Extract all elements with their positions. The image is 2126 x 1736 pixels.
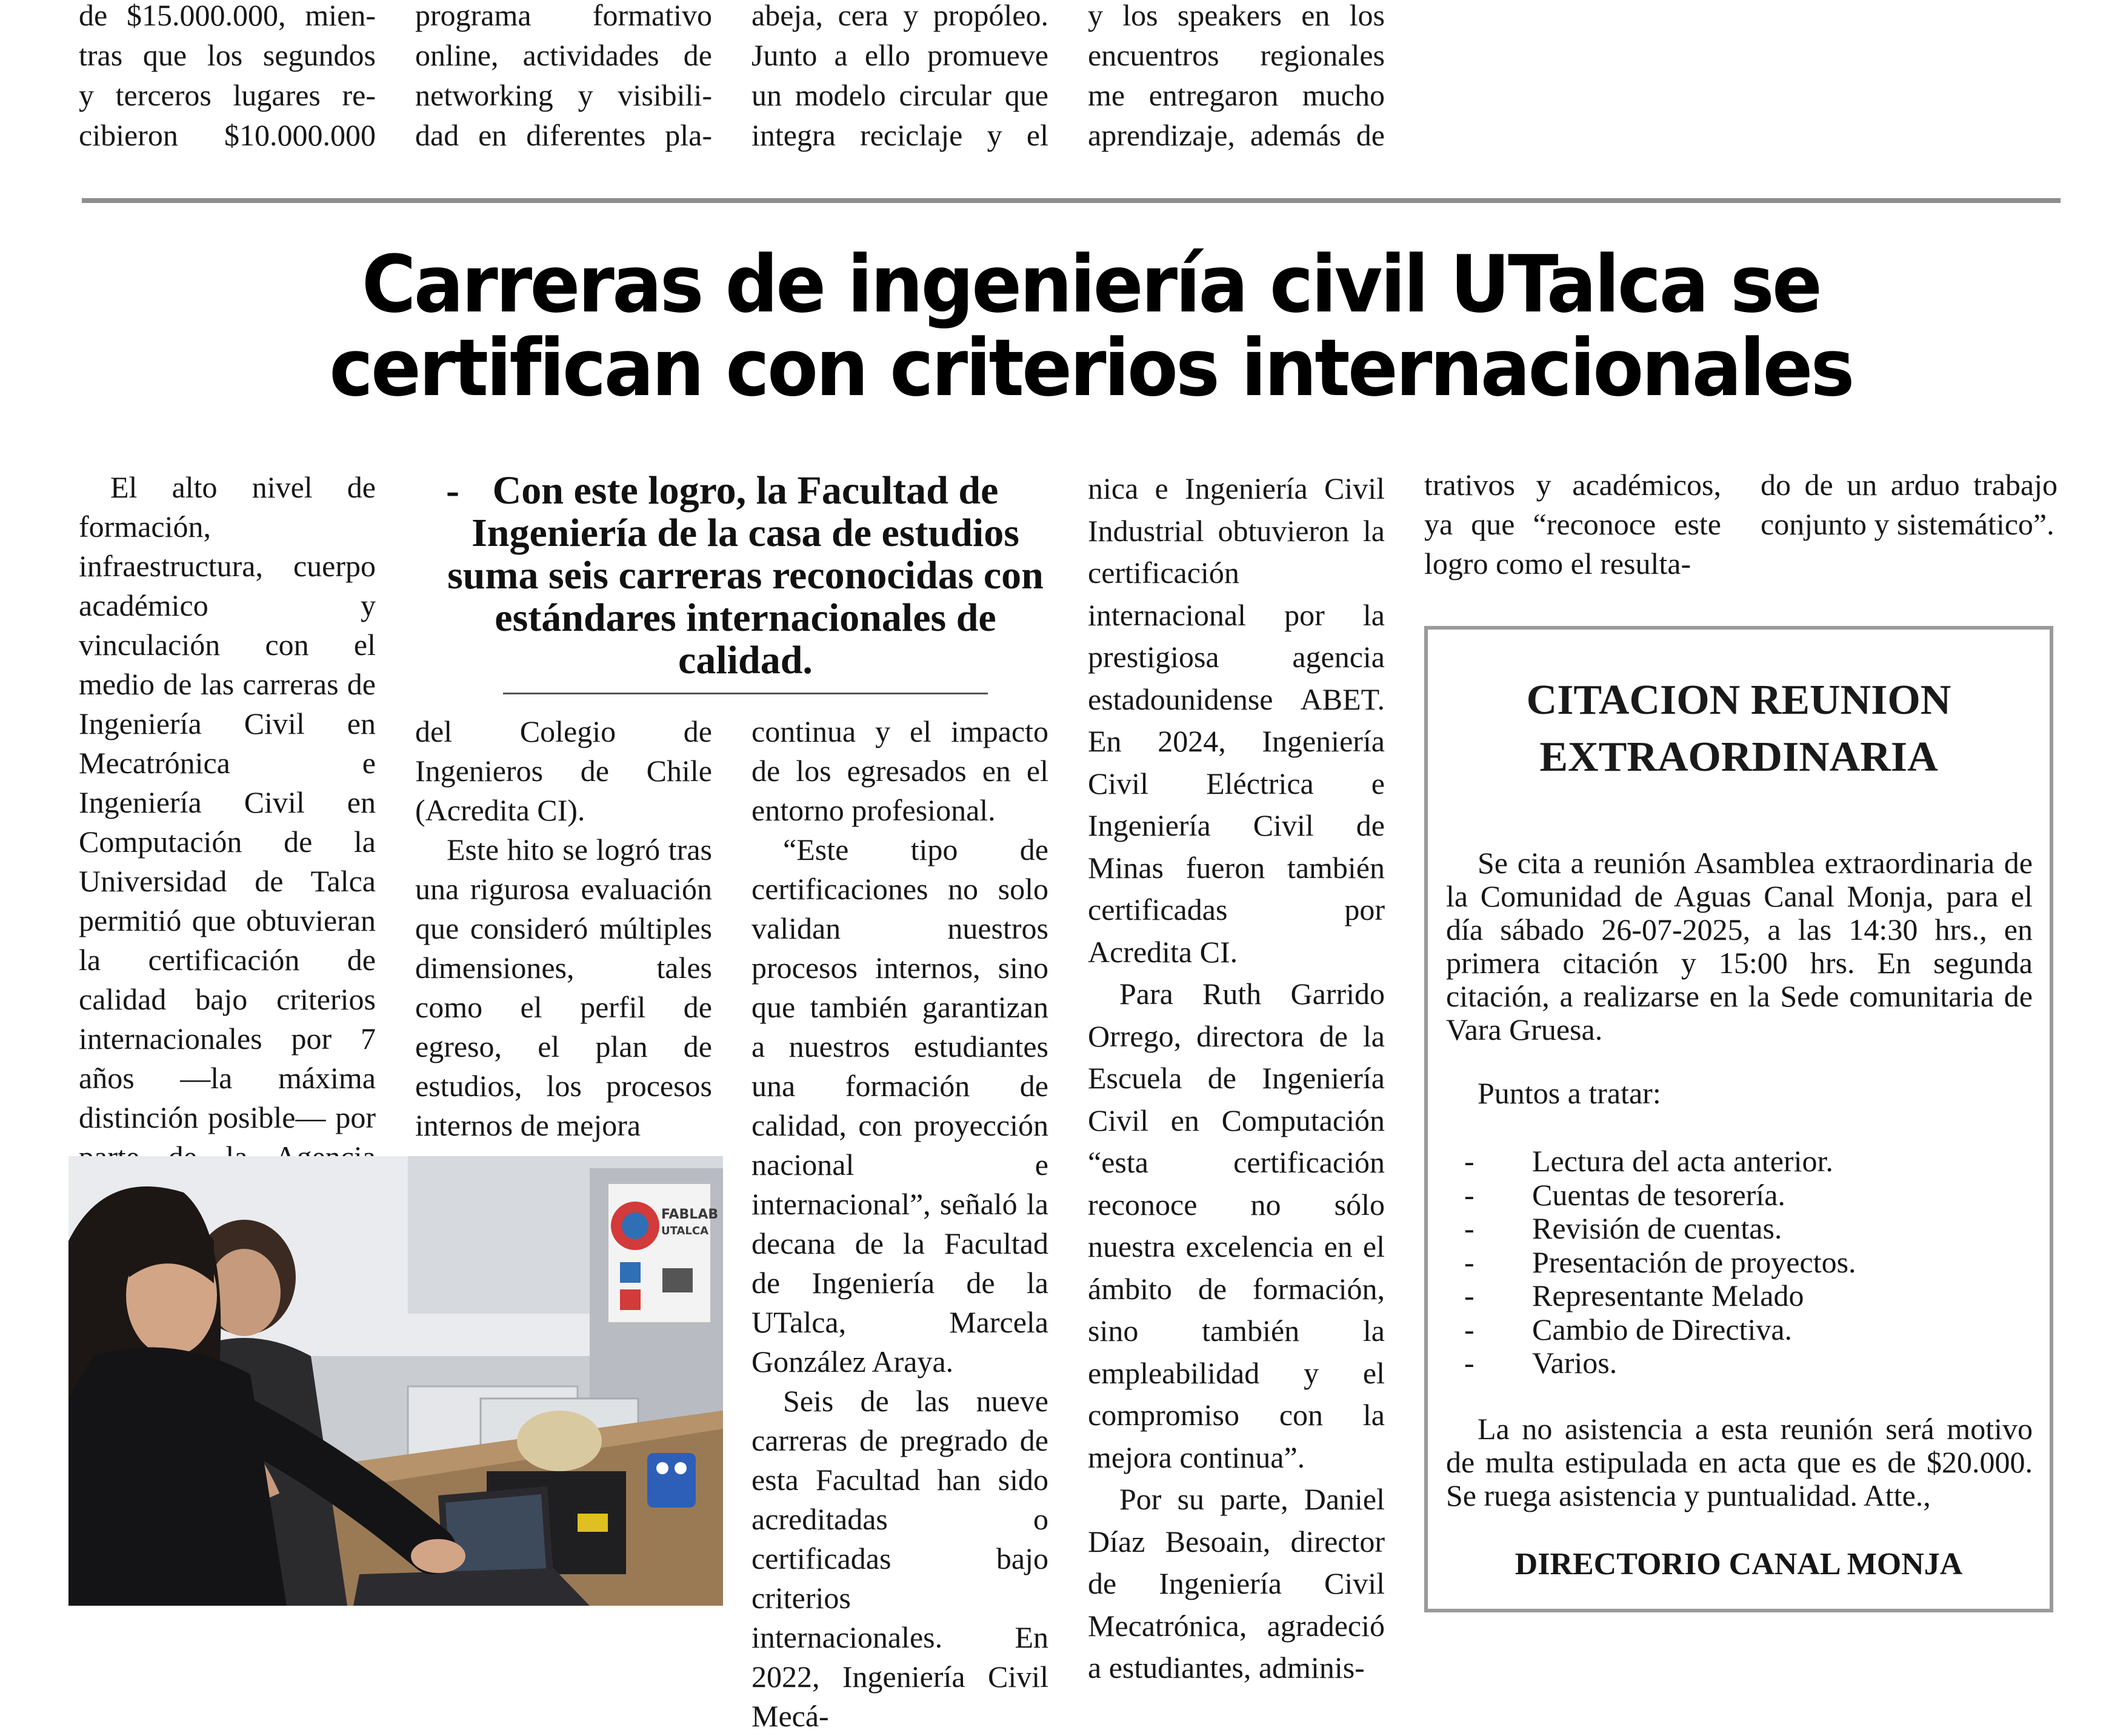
- article-column-3: continua y el impacto de los egresados en el entorno profesional. “Este tipo de certificaciones no solo validan nuestros procesos internos, sino que también garantizan a nuestros estudiantes una formación de calidad, con proyección nacional e internacional”, señaló la decana de la Facultad de Ingeniería de la UTalca, Marcela González Araya. Seis de las nueve carreras de pregrado de esta Facultad han sido acreditadas o certificadas bajo criterios internacionales. En 2022, Ingeniería Civil Mecá-: [751, 714, 1048, 1733]
- prev-article-col-4: y los speakers en los encuentros regionales me entregaron mucho aprendizaje, además de: [1088, 0, 1385, 152]
- notice-points-label: Puntos a tratar:: [1478, 1076, 1661, 1110]
- agenda-item: - Presentación de proyectos.: [1464, 1245, 1856, 1279]
- deck-dash: -: [446, 468, 459, 513]
- article-photo: [68, 1156, 723, 1606]
- notice-signature: DIRECTORIO CANAL MONJA: [1515, 1547, 1963, 1581]
- agenda-item: - Revisión de cuentas.: [1464, 1211, 1782, 1245]
- agenda-item: - Cuentas de tesorería.: [1464, 1177, 1785, 1212]
- section-divider: [82, 198, 2061, 203]
- students-lab-photo: [68, 1156, 723, 1606]
- utalca-sign-text: UTALCA: [661, 1225, 709, 1237]
- notice-title: CITACION REUNION EXTRAORDINARIA: [1526, 677, 1951, 780]
- article-headline: Carreras de ingeniería civil UTalca se certifican con criterios internacionales: [329, 238, 1853, 414]
- article-column-6: do de un arduo trabajo conjunto y sistemático”.: [1761, 468, 2058, 541]
- prev-article-col-3: abeja, cera y propóleo. Junto a ello promueve un modelo circular que integra reciclaje y el: [751, 0, 1048, 152]
- article-column-2: del Colegio de Ingenieros de Chile (Acredita CI). Este hito se logró tras una rigurosa evaluación que consideró múltiples dimensiones, tales como el perfil de egreso, el plan de estudios, los procesos internos de mejora: [415, 714, 712, 1142]
- notice-intro: Se cita a reunión Asamblea extraordinaria de la Comunidad de Aguas Canal Monja, para el día sábado 26-07-2025, a las 14:30 hrs., en primera citación y 15:00 hrs. En segunda citación, a realizarse en la Sede comunitaria de Vara Gruesa.: [1446, 846, 2033, 1046]
- prev-article-col-1: de $15.000.000, mien- tras que los segundos y terceros lugares re- cibieron $10.000.000: [79, 0, 376, 152]
- prev-article-col-2: programa formativo online, actividades de networking y visibili- dad en diferentes pla-: [415, 0, 712, 152]
- agenda-item: - Cambio de Directiva.: [1464, 1312, 1793, 1346]
- deck-underline: [503, 693, 988, 694]
- article-column-4: nica e Ingeniería Civil Industrial obtuvieron la certificación internacional por la prestigiosa agencia estadounidense ABET. En 2024, Ingeniería Civil Eléctrica e Ingeniería Civil de Minas fueron también certificadas por Acredita CI. Para Ruth Garrido Orrego, directora de la Escuela de Ingeniería Civil en Computación “esta certificación reconoce no sólo nuestra excelencia en el ámbito de formación, sino también la empleabilidad y el compromiso con la mejora continua”. Por su parte, Daniel Díaz Besoain, director de Ingeniería Civil Mecatrónica, agradeció a estudiantes, adminis-: [1088, 471, 1385, 1684]
- article-column-1: El alto nivel de formación, infraestructura, cuerpo académico y vinculación con el medio de las carreras de Ingeniería Civil en Mecatrónica e Ingeniería Civil en Computación de la Universidad de Talca permitió que obtuvieran la certificación de calidad bajo criterios internacionales por 7 años —la máxima distinción posible— por: [79, 470, 376, 1134]
- notice-closing: La no asistencia a esta reunión será motivo de multa estipulada en acta que es de $20.000. Se ruega asistencia y puntualidad. Atte.,: [1446, 1412, 2033, 1512]
- agenda-item: - Lectura del acta anterior.: [1464, 1144, 1833, 1178]
- article-column-5: trativos y académicos, ya que “reconoce este logro como el resulta-: [1424, 468, 1721, 580]
- fablab-sign-text: FABLAB: [661, 1207, 719, 1222]
- notice-agenda-list: [1464, 1145, 1856, 1380]
- article-deck: - Con este logro, la Facultad de Ingeniería de la casa de estudios suma seis carreras reconocidas con estándares internacionales de calidad.: [446, 468, 1044, 682]
- meeting-notice-box: [1424, 626, 2053, 1612]
- agenda-item: - Varios.: [1464, 1346, 1618, 1380]
- agenda-item: - Representante Melado: [1464, 1279, 1804, 1312]
